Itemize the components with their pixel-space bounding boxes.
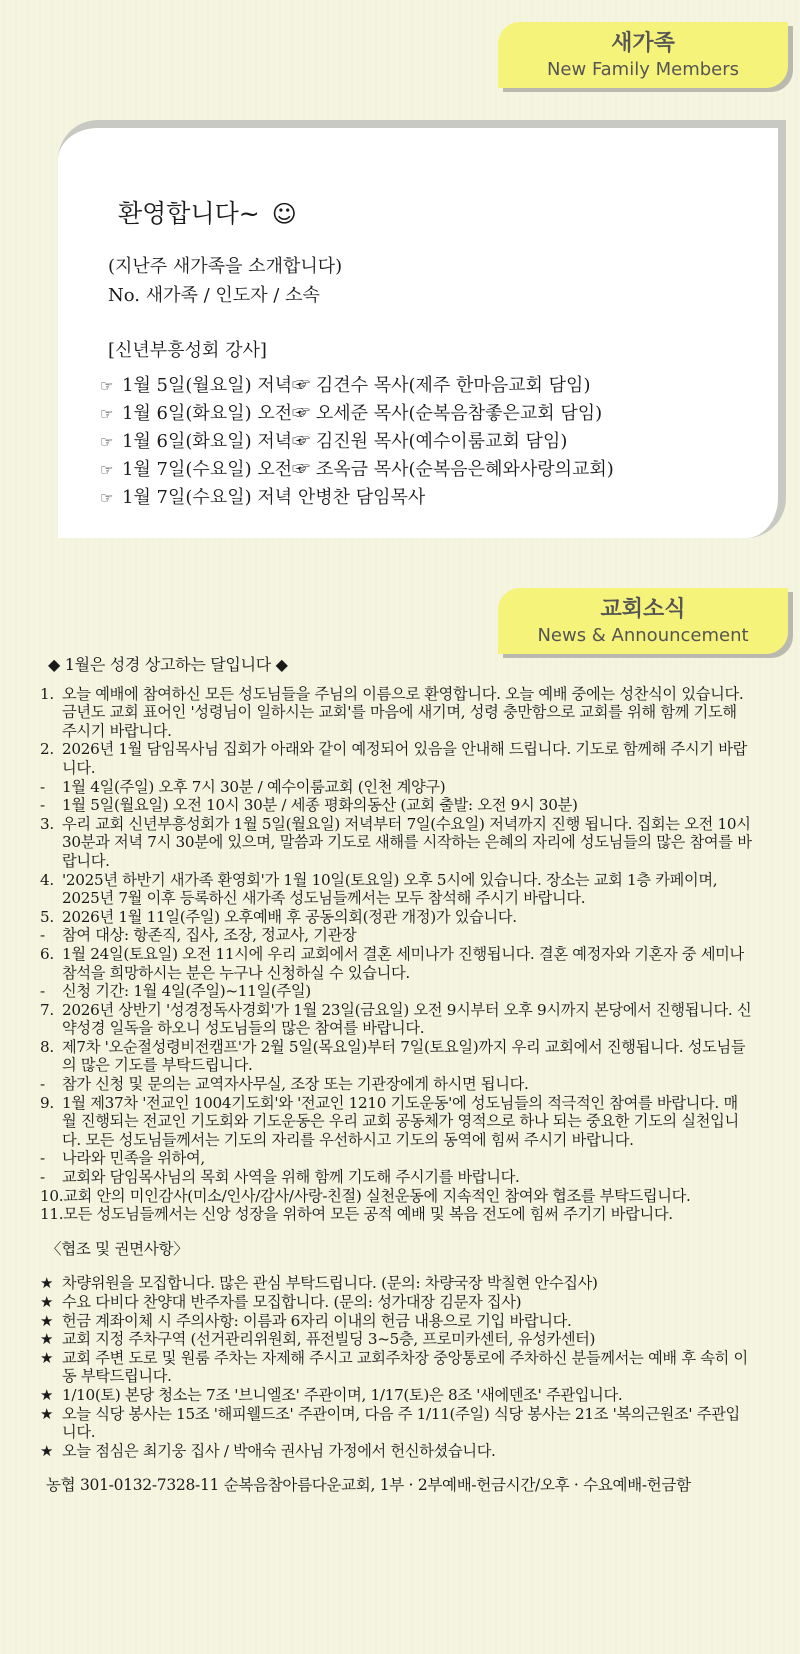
coop-item-text: 교회 지정 주차구역 (선거관리위원회, 퓨전빌딩 3~5층, 프로미카센터, 유성카센터) <box>62 1330 596 1349</box>
coop-list <box>40 1274 752 1460</box>
news-item-number: 7. <box>40 1000 54 1019</box>
coop-item <box>40 1330 752 1349</box>
news-item <box>40 1187 752 1206</box>
news-item <box>40 1001 752 1038</box>
news-item <box>40 1094 752 1150</box>
news-item-number: 8. <box>40 1037 54 1056</box>
news-item-number: - <box>40 926 45 945</box>
news-item-number: - <box>40 1149 45 1168</box>
news-item-text: 1월 5일(월요일) 오전 10시 30분 / 세종 평화의동산 (교회 출발: 오전 9시 30분) <box>62 796 578 815</box>
news-item-text: 나라와 민족을 위하여, <box>62 1149 205 1168</box>
coop-item-text: 수요 다비다 찬양대 반주자를 모집합니다. (문의: 성가대장 김문자 집사) <box>62 1293 522 1311</box>
news-item-text: 신청 기간: 1월 4일(주일)~11일(주일) <box>62 982 311 1001</box>
schedule-item: ☞ 1월 7일(수요일) 저녁 안병찬 담임목사 <box>100 484 614 512</box>
news-item-text: 교회 안의 미인감사(미소/인사/감사/사랑-친절) 실천운동에 지속적인 참여와 협조를 부탁드립니다. <box>63 1186 691 1205</box>
news-item <box>40 1038 752 1075</box>
revival-heading: [신년부흥성회 강사] <box>108 340 267 361</box>
coop-item-text: 오늘 식당 봉사는 15조 '해피웰드조' 주관이며, 다음 주 1/11(주일) 식당 봉사는 21조 '복의근원조' 주관입니다. <box>62 1404 740 1442</box>
news-item <box>40 871 752 908</box>
coop-item <box>40 1274 752 1293</box>
news-section <box>40 656 752 1495</box>
coop-item <box>40 1349 752 1386</box>
news-item-number: 3. <box>40 814 54 833</box>
news-item-number: - <box>40 1075 45 1094</box>
news-list <box>40 685 752 1224</box>
pointing-hand-icon: ☞ <box>100 461 114 479</box>
star-icon: ★ <box>40 1385 54 1404</box>
news-item-number: - <box>40 777 45 796</box>
news-item-number: 4. <box>40 870 54 889</box>
new-family-title: 새가족 <box>611 31 675 56</box>
news-item-text: '2025년 하반기 새가족 환영회'가 1월 10일(토요일) 오후 5시에 있습니다. 장소는 교회 1층 카페이며, 2025년 7월 이후 등록하신 새가족 성도님들께서는 모두 참석해 주시기 바랍니다. <box>62 870 718 908</box>
coop-item <box>40 1293 752 1312</box>
news-item-text: 2026년 1월 담임목사님 집회가 아래와 같이 예정되어 있음을 안내해 드립니다. 기도로 함께해 주시기 바랍니다. <box>62 740 748 777</box>
news-item-text: 우리 교회 신년부흥성회가 1월 5일(월요일) 저녁부터 7일(수요일) 저녁까지 진행 됩니다. 집회는 오전 10시 30분과 저녁 7시 30분에 있으며, 말씀과 기도로 새해를 시작하는 은혜의 자리에 성도님들의 많은 참여를 바랍니다. <box>62 814 752 870</box>
star-icon: ★ <box>40 1311 54 1330</box>
pointing-hand-icon: ☞ <box>100 405 114 423</box>
news-item-text: 교회와 담임목사님의 목회 사역을 위해 함께 기도해 주시기를 바랍니다. <box>62 1168 520 1187</box>
smile-icon: ☺ <box>271 200 297 228</box>
coop-item <box>40 1312 752 1331</box>
star-icon: ★ <box>40 1404 54 1423</box>
news-item <box>40 815 752 871</box>
news-item <box>40 1205 752 1224</box>
news-item <box>40 908 752 927</box>
news-header <box>498 588 788 654</box>
star-icon: ★ <box>40 1293 54 1311</box>
pointing-hand-icon: ☞ <box>100 377 114 395</box>
news-item <box>40 945 752 982</box>
news-subtitle: News & Announcement <box>537 625 749 646</box>
coop-item <box>40 1405 752 1442</box>
revival-schedule <box>100 372 614 512</box>
news-item-number: 11. <box>40 1205 64 1224</box>
star-icon: ★ <box>40 1348 54 1367</box>
news-item <box>40 778 752 797</box>
news-item-number: 1. <box>40 684 54 703</box>
news-item-text: 2026년 1월 11일(주일) 오후예배 후 공동의회(정관 개정)가 있습니다. <box>62 907 517 926</box>
schedule-item: ☞ 1월 6일(화요일) 저녁☞ 김진원 목사(예수이룸교회 담임) <box>100 428 614 456</box>
news-item <box>40 740 752 777</box>
news-item-number: 2. <box>40 740 54 759</box>
monthly-theme: ◆ 1월은 성경 상고하는 달입니다 ◆ <box>48 655 288 674</box>
welcome-title: 환영합니다~ <box>118 199 260 228</box>
coop-item-text: 교회 주변 도로 및 원룸 주차는 자제해 주시고 교회주차장 중앙통로에 주차하신 분들께서는 예배 후 속히 이동 부탁드립니다. <box>62 1348 748 1386</box>
new-family-header <box>498 22 788 88</box>
news-item-number: - <box>40 1168 45 1187</box>
intro-line: No. 새가족 / 인도자 / 소속 <box>108 285 320 306</box>
pointing-hand-icon: ☞ <box>100 433 114 451</box>
news-item <box>40 926 752 945</box>
coop-item-text: 1/10(토) 본당 청소는 7조 '브니엘조' 주관이며, 1/17(토)은 8조 '새에덴조' 주관입니다. <box>62 1385 623 1404</box>
schedule-item: ☞ 1월 6일(화요일) 오전☞ 오세준 목사(순복음참좋은교회 담임) <box>100 400 614 428</box>
coop-item-text: 헌금 계좌이체 시 주의사항: 이름과 6자리 이내의 헌금 내용으로 기입 바랍니다. <box>62 1311 572 1330</box>
welcome-card <box>58 120 786 538</box>
new-family-intro <box>108 252 342 310</box>
news-item <box>40 796 752 815</box>
news-item-number: - <box>40 982 45 1001</box>
news-item-number: 10. <box>40 1186 64 1205</box>
coop-heading: 〈협조 및 권면사항〉 <box>46 1239 189 1258</box>
news-item-number: 5. <box>40 907 54 926</box>
coop-item-text: 차량위원을 모집합니다. 많은 관심 부탁드립니다. (문의: 차량국장 박칠현 안수집사) <box>62 1274 598 1293</box>
star-icon: ★ <box>40 1274 54 1293</box>
news-item <box>40 1168 752 1187</box>
coop-item <box>40 1386 752 1405</box>
news-item-number: - <box>40 796 45 815</box>
news-item-text: 1월 24일(토요일) 오전 11시에 우리 교회에서 결혼 세미나가 진행됩니다. 결혼 예정자와 기혼자 중 세미나 참석을 희망하시는 분은 누구나 신청하실 수 있습니다. <box>62 944 744 982</box>
intro-line: (지난주 새가족을 소개합니다) <box>108 256 343 277</box>
coop-item-text: 오늘 점심은 최기웅 집사 / 박애숙 권사님 가정에서 헌신하셨습니다. <box>62 1441 496 1460</box>
news-item-text: 제7차 '오순절성령비전캠프'가 2월 5일(목요일)부터 7일(토요일)까지 우리 교회에서 진행됩니다. 성도님들의 많은 기도를 부탁드립니다. <box>62 1037 746 1075</box>
schedule-item: ☞ 1월 5일(월요일) 저녁☞ 김견수 목사(제주 한마음교회 담임) <box>100 372 614 400</box>
news-item <box>40 1149 752 1168</box>
welcome-title-row <box>118 194 297 230</box>
star-icon: ★ <box>40 1441 54 1460</box>
news-item <box>40 685 752 741</box>
news-item-number: 6. <box>40 944 54 963</box>
news-item-text: 1월 4일(주일) 오후 7시 30분 / 예수이룸교회 (인천 계양구) <box>62 777 446 796</box>
news-item-text: 2026년 상반기 '성경정독사경회'가 1월 23일(금요일) 오전 9시부터 오후 9시까지 본당에서 진행됩니다. 신약성경 일독을 하오니 성도님들의 많은 참여를 바랍니다. <box>62 1000 752 1038</box>
news-item <box>40 982 752 1001</box>
pointing-hand-icon: ☞ <box>100 489 114 507</box>
news-item <box>40 1075 752 1094</box>
news-item-number: 9. <box>40 1093 54 1112</box>
offering-account-line: 농협 301-0132-7328-11 순복음참아름다운교회, 1부 · 2부예배-헌금시간/오후 · 수요예배-헌금함 <box>46 1476 691 1495</box>
news-item-text: 모든 성도님들께서는 신앙 성장을 위하여 모든 공적 예배 및 복음 전도에 힘써 주기기 바랍니다. <box>63 1205 673 1224</box>
star-icon: ★ <box>40 1330 54 1349</box>
schedule-item: ☞ 1월 7일(수요일) 오전☞ 조옥금 목사(순복음은혜와사랑의교회) <box>100 456 614 484</box>
news-item-text: 오늘 예배에 참여하신 모든 성도님들을 주님의 이름으로 환영합니다. 오늘 예배 중에는 성찬식이 있습니다. 금년도 교회 표어인 '성령님이 일하시는 교회'를 마음에 새기며, 성령 충만함으로 교회를 위해 함께 기도해 주시기 바랍니다. <box>62 684 744 740</box>
news-item-text: 참여 대상: 항존직, 집사, 조장, 정교사, 기관장 <box>62 926 357 945</box>
news-item-text: 참가 신청 및 문의는 교역자사무실, 조장 또는 기관장에게 하시면 됩니다. <box>62 1075 529 1094</box>
new-family-subtitle: New Family Members <box>546 59 740 80</box>
news-item-text: 1월 제37차 '전교인 1004기도회'와 '전교인 1210 기도운동'에 성도님들의 적극적인 참여를 바랍니다. 매월 진행되는 전교인 기도회와 기도운동은 우리 교회 공동체가 영적으로 하나 되는 중요한 기도의 실천입니다. 모든 성도님들께서는 기도의 자리를 우선하시고 기도의 동역에 힘써 주시기 바랍니다. <box>62 1093 739 1149</box>
coop-item <box>40 1442 752 1461</box>
news-title: 교회소식 <box>600 597 686 622</box>
